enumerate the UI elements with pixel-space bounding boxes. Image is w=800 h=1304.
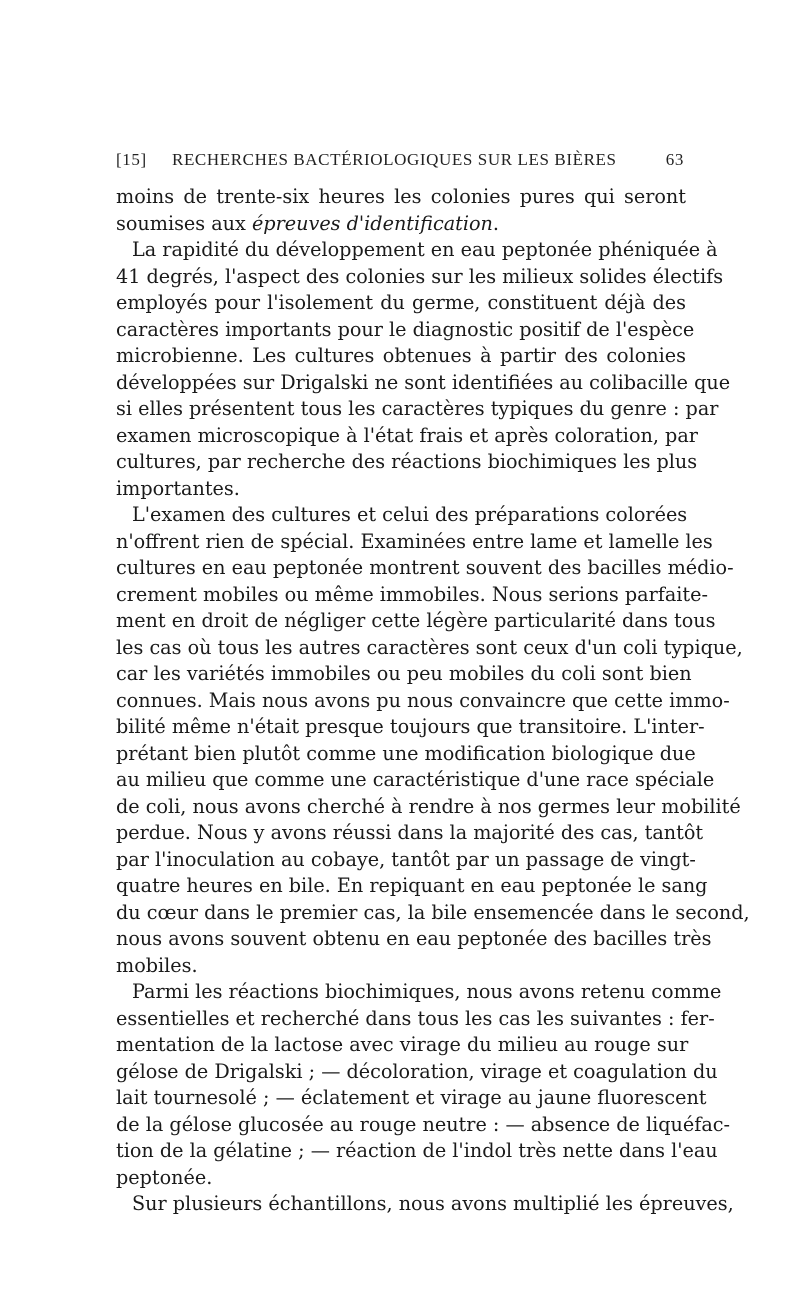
text-line: tion de la gélatine ; — réaction de l'indol très nette dans l'eau [116,1139,718,1162]
text-line: importantes. [116,476,240,500]
text-line: essentielles et recherché dans tous les cas les suivantes : fer- [116,1006,715,1030]
text-line: 41 degrés, l'aspect des colonies sur les milieux solides électifs [116,264,724,288]
text-line: cultures, par recherche des réactions biochimiques les plus [116,450,698,473]
paragraph-start-line: Sur plusieurs échantillons, nous avons multiplié les épreuves, [132,1192,734,1215]
text-line: les cas où tous les autres caractères sont ceux d'un coli typique, [116,635,743,659]
text-line: perdue. Nous y avons réussi dans la majorité des cas, tantôt [116,821,704,844]
text-line: soumises aux épreuves d'identification. [116,211,500,235]
text-line: nous avons souvent obtenu en eau peptonée des bacilles très [116,927,712,950]
running-head [116,150,684,174]
text-line: par l'inoculation au cobaye, tantôt par un passage de vingt- [116,847,696,871]
text-line: lait tournesolé ; — éclatement et virage au jaune fluorescent [116,1086,707,1109]
text-line: connues. Mais nous avons pu nous convaincre que cette immo- [116,688,730,712]
text-line: peptonée. [116,1165,213,1189]
page-number: 63 [665,150,684,169]
paragraph-start-line: Parmi les réactions biochimiques, nous avons retenu comme [132,980,722,1003]
text-line: mentation de la lactose avec virage du milieu au rouge sur [116,1033,689,1056]
text-line: employés pour l'isolement du germe, constituent déjà des [116,291,686,314]
text-line: cultures en eau peptonée montrent souvent des bacilles médio- [116,556,734,579]
text-line: ment en droit de négliger cette légère particularité dans tous [116,609,716,632]
text-line: n'offrent rien de spécial. Examinées entre lame et lamelle les [116,529,713,553]
text-line: si elles présentent tous les caractères typiques du genre : par [116,397,719,420]
text-line: au milieu que comme une caractéristique d'une race spéciale [116,768,715,791]
section-marker: [15] [116,150,147,169]
text-line: bilité même n'était presque toujours que transitoire. L'inter- [116,715,705,738]
text-line: gélose de Drigalski ; — décoloration, virage et coagulation du [116,1059,718,1083]
text-line: quatre heures en bile. En repiquant en eau peptonée le sang [116,874,708,897]
text-line: crement mobiles ou même immobiles. Nous serions parfaite- [116,582,708,606]
emphasis: épreuves d'identification [251,211,493,235]
paragraph-start-line: La rapidité du développement en eau peptonée phéniquée à [132,238,718,261]
body-text [116,184,750,1218]
text-line: de coli, nous avons cherché à rendre à nos germes leur mobilité [116,794,741,818]
text-line: développées sur Drigalski ne sont identifiées au colibacille que [116,370,731,394]
text-line: moins de trente-six heures les colonies pures qui seront [116,185,686,208]
text-line: caractères importants pour le diagnostic positif de l'espèce [116,317,695,341]
paragraph-start-line: L'examen des cultures et celui des préparations colorées [132,503,688,526]
text-line: microbienne. Les cultures obtenues à partir des colonies [116,344,686,367]
text-line: du cœur dans le premier cas, la bile ensemencée dans le second, [116,900,750,924]
text-line: prétant bien plutôt comme une modification biologique due [116,741,696,765]
text-line: car les variétés immobiles ou peu mobiles du coli sont bien [116,662,692,685]
text-line: examen microscopique à l'état frais et après coloration, par [116,423,698,447]
running-title: RECHERCHES BACTÉRIOLOGIQUES SUR LES BIÈRES [172,150,617,169]
text-line: de la gélose glucosée au rouge neutre : — absence de liquéfac- [116,1112,730,1136]
text-line: mobiles. [116,953,198,977]
